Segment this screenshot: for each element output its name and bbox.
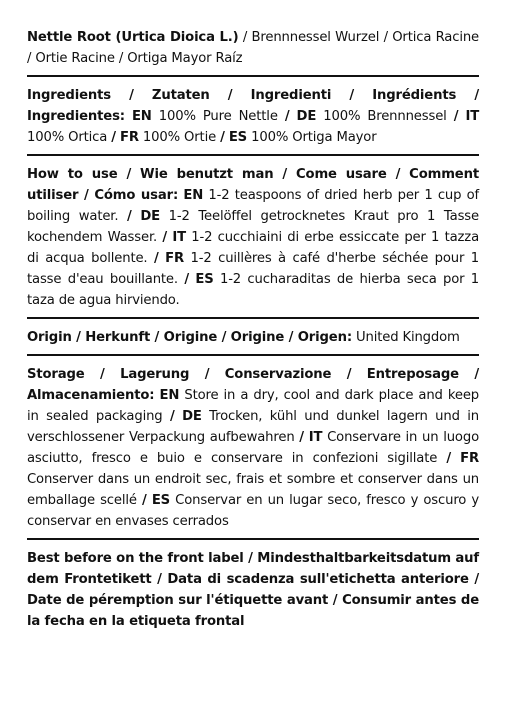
usage-text: 1-2 cuillères à café d'herbe séchée pour 1 tasse d'eau bouillante. bbox=[27, 251, 480, 287]
usage-lang: DE bbox=[140, 209, 161, 224]
storage-text: Store in a dry, cool and dark place and keep in sealed packaging bbox=[27, 388, 480, 424]
ingredient-lang: IT bbox=[465, 109, 480, 124]
product-name: Nettle Root (Urtica Dioica L.) bbox=[27, 30, 239, 45]
best-before-section bbox=[27, 548, 479, 632]
usage-text: 1-2 cucharaditas de hierba seca por 1 taza de agua hirviendo. bbox=[27, 272, 480, 308]
ingredient-lang: ES bbox=[228, 130, 248, 145]
ingredient-lang: FR bbox=[119, 130, 139, 145]
how-to-use-heading: How to use / Wie benutzt man / Come usare / Comment utiliser / Cómo usar: bbox=[27, 167, 479, 203]
storage-section: Storage / Lagerung / Conservazione / Entreposage / Almacenamiento: EN Store in a dry, cool and dark place and keep in sealed packaging / DE Trocken, kühl und dunkel lagern und in verschlossener Verpackung aufbewahren / IT Conservare in un luogo asciutto, fresco e buio e conservare in confezioni sigillate / FR Conserver dans un endroit sec, frais et sombre et conserver dans un emballage scellé / ES Conservar en un lugar seco, fresco y oscuro y conservar en envases cerrados bbox=[27, 367, 480, 529]
storage-lang: ES bbox=[151, 493, 171, 508]
origin-heading: Origin / Herkunft / Origine / Origine / Origen: bbox=[27, 330, 352, 345]
usage-text: 1-2 cucchiaini di erbe essiccate per 1 tazza di acqua bollente. bbox=[27, 230, 480, 266]
ingredient-text: 100% Ortica bbox=[27, 130, 108, 145]
usage-text: 1-2 teaspoons of dried herb per 1 cup of boiling water. bbox=[27, 188, 480, 224]
ingredient-text: 100% Ortie bbox=[142, 130, 217, 145]
how-to-use-section: How to use / Wie benutzt man / Come usare / Comment utiliser / Cómo usar: EN 1-2 teaspoons of dried herb per 1 cup of boiling water. / DE 1-2 Teelöffel getrocknetes Kraut pro 1 Tasse kochendem Wasser. / IT 1-2 cucchiaini di erbe essiccate per 1 tazza di acqua bollente. / FR 1-2 cuillères à café d'herbe séchée pour 1 tasse d'eau bouillante. / ES 1-2 cucharaditas de hierba seca por 1 taza de agua hirviendo. bbox=[27, 167, 480, 308]
storage-lang: EN bbox=[159, 388, 180, 403]
storage-lang: IT bbox=[308, 430, 323, 445]
ingredient-text: 100% Pure Nettle bbox=[158, 109, 278, 124]
ingredient-lang: DE bbox=[296, 109, 317, 124]
divider bbox=[27, 317, 479, 319]
usage-lang: FR bbox=[165, 251, 185, 266]
divider bbox=[27, 538, 479, 540]
storage-text: Conservar en un lugar seco, fresco y oscuro y conservar en envases cerrados bbox=[27, 493, 480, 529]
usage-lang: ES bbox=[195, 272, 214, 287]
divider bbox=[27, 75, 479, 77]
origin-value: United Kingdom bbox=[355, 330, 460, 345]
storage-lang: FR bbox=[460, 451, 479, 466]
ingredient-lang: EN bbox=[131, 109, 152, 124]
product-label bbox=[27, 27, 479, 632]
storage-text: Conservare in un luogo asciutto, fresco e buio e conservare in confezioni sigillate bbox=[27, 430, 479, 466]
ingredients-heading: Ingredients / Zutaten / Ingredienti / Ingrédients / Ingredientes: bbox=[27, 88, 479, 124]
ingredient-text: 100% Brennnessel bbox=[323, 109, 447, 124]
usage-lang: IT bbox=[172, 230, 186, 245]
storage-text: Conserver dans un endroit sec, frais et sombre et conserver dans un emballage scellé bbox=[27, 472, 479, 508]
best-before-text: Best before on the front label / Mindesthaltbarkeitsdatum auf dem Frontetikett / Data di scadenza sull'etichetta anteriore / Date de péremption sur l'étiquette avant / Consumir antes de la fecha en la etiqueta frontal bbox=[27, 551, 479, 629]
usage-text: 1-2 Teelöffel getrocknetes Kraut pro 1 Tasse kochendem Wasser. bbox=[27, 209, 479, 245]
ingredients-section: Ingredients / Zutaten / Ingredienti / Ingrédients / Ingredientes: EN 100% Pure Nettle / DE 100% Brennnessel / IT 100% Ortica / FR 100% Ortie / ES 100% Ortiga Mayor bbox=[27, 88, 480, 145]
product-name-translations: / Brennnessel Wurzel / Ortica Racine / Ortie Racine / Ortiga Mayor Raíz bbox=[27, 30, 480, 66]
origin-section bbox=[27, 327, 479, 348]
storage-heading: Storage / Lagerung / Conservazione / Entreposage / Almacenamiento: bbox=[27, 367, 479, 403]
storage-text: Trocken, kühl und dunkel lagern und in verschlossener Verpackung aufbewahren bbox=[27, 409, 479, 445]
usage-lang: EN bbox=[183, 188, 204, 203]
ingredient-text: 100% Ortiga Mayor bbox=[251, 130, 377, 145]
divider bbox=[27, 154, 479, 156]
title-section bbox=[27, 27, 479, 69]
storage-lang: DE bbox=[182, 409, 202, 424]
divider bbox=[27, 354, 479, 356]
